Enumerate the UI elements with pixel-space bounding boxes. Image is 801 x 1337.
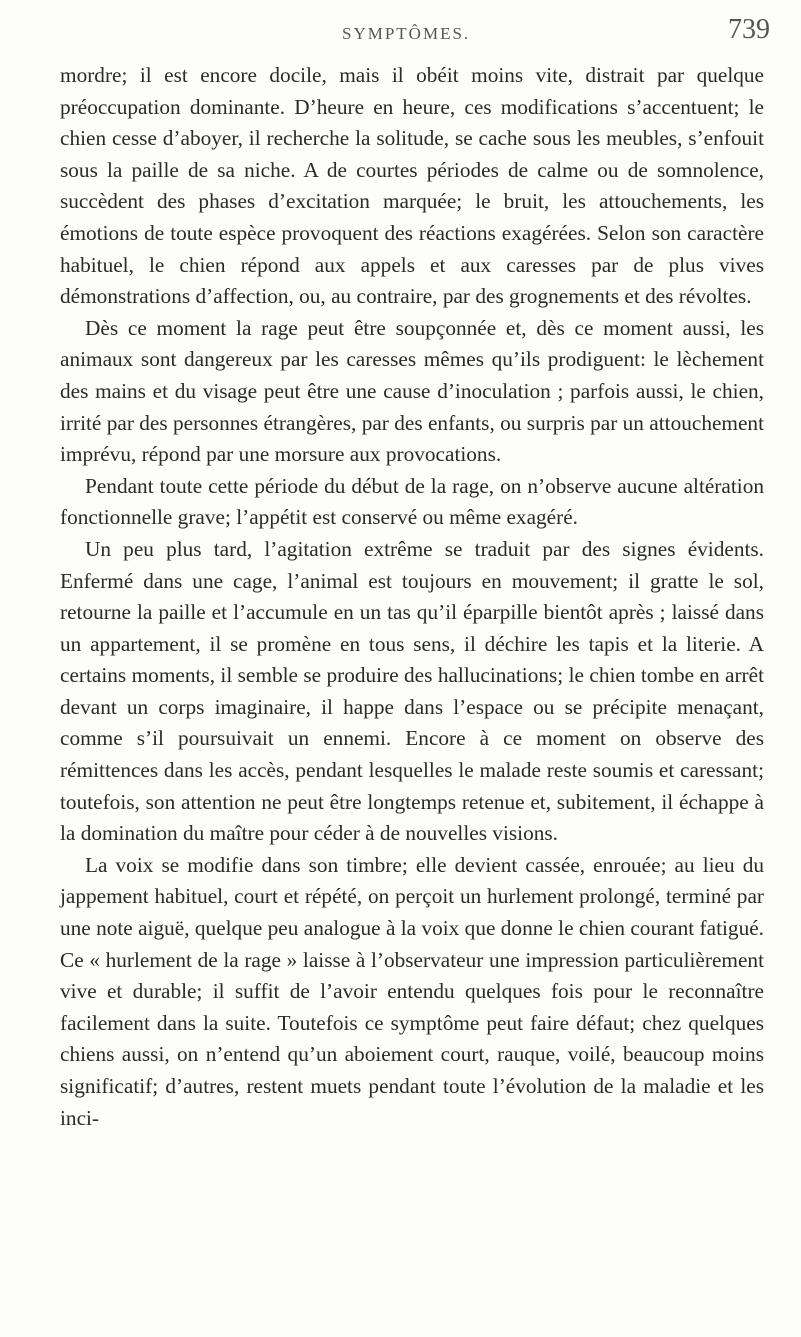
page-number: 739 [728,14,770,45]
paragraph-4: Un peu plus tard, l’agitation extrême se traduit par des signes évidents. Enfermé dans une cage, l’animal est toujours en mouvement; il gratte le sol, retourne la paille et l’accumule en un tas qu’il éparpille bientôt après ; laissé dans un appartement, il se promène en tous sens, il déchire les tapis et la literie. A certains moments, il semble se produire des hallucinations; le chien tombe en arrêt devant un corps imaginaire, il happe dans l’espace ou se précipite menaçant, comme s’il poursuivait un ennemi. Encore à ce moment on observe des rémittences dans les accès, pendant lesquelles le malade reste soumis et caressant; toutefois, son attention ne peut être longtemps retenue et, subitement, il échappe à la domination du maître pour céder à de nouvelles visions. [60,536,764,846]
paragraph-3: Pendant toute cette période du début de la rage, on n’observe aucune altération fonctionnelle grave; l’appétit est conservé ou même exagéré. [60,473,764,530]
paragraph-5: La voix se modifie dans son timbre; elle devient cassée, enrouée; au lieu du jappement habituel, court et répété, on perçoit un hurlement prolongé, terminé par une note aiguë, quelque peu analogue à la voix que donne le chien courant fatigué. Ce « hurlement de la rage » laisse à l’observateur une impression particulièrement vive et durable; il suffit de l’avoir entendu quelques fois pour le reconnaître facilement dans la suite. Toutefois ce symptôme peut faire défaut; chez quelques chiens aussi, on n’entend qu’un aboiement court, rauque, voilé, beaucoup moins significatif; d’autres, restent muets pendant toute l’évolution de la maladie et les inci- [60,852,764,1130]
paragraph-2: Dès ce moment la rage peut être soupçonnée et, dès ce moment aussi, les animaux sont dangereux par les caresses mêmes qu’ils prodiguent: le lèchement des mains et du visage peut être une cause d’inoculation ; parfois aussi, le chien, irrité par des personnes étrangères, par des enfants, ou surpris par un attouchement imprévu, répond par une morsure aux provocations. [60,315,764,467]
running-head [0,14,801,54]
running-title: SYMPTÔMES. [342,24,471,43]
paragraph-1: mordre; il est encore docile, mais il obéit moins vite, distrait par quelque préoccupation dominante. D’heure en heure, ces modifications s’accentuent; le chien cesse d’aboyer, il recherche la solitude, se cache sous les meubles, s’enfouit sous la paille de sa niche. A de courtes périodes de calme ou de somnolence, succèdent des phases d’excitation marquée; le bruit, les attouchements, les émotions de toute espèce provoquent des réactions exagérées. Selon son caractère habituel, le chien répond aux appels et aux caresses par de plus vives démonstrations d’affection, ou, au contraire, par des grognements et des révoltes. [60,63,764,309]
body-text [60,60,764,1134]
